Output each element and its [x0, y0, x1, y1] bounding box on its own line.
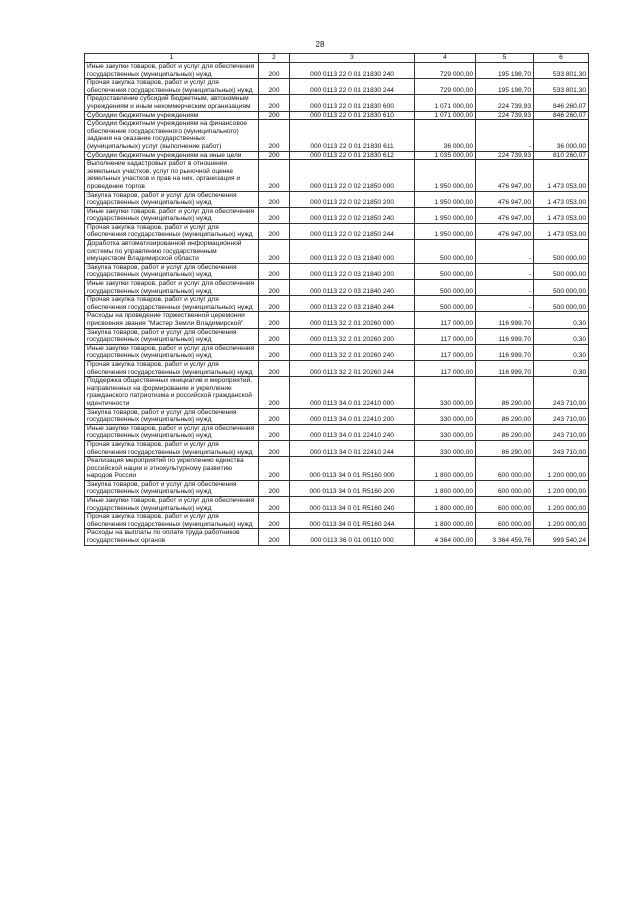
budget-execution-table — [84, 53, 589, 546]
row-unexecuted-amount: 1 473 053,00 — [534, 207, 589, 223]
row-executed-amount: - — [476, 263, 534, 279]
row-name: Прочая закупка товаров, работ и услуг для обеспечения государственных (муниципальных) нужд — [85, 223, 259, 239]
row-line-code: 200 — [259, 63, 290, 79]
row-unexecuted-amount: 500 000,00 — [534, 263, 589, 279]
row-unexecuted-amount: 846 260,07 — [534, 95, 589, 111]
row-name: Субсидии бюджетным учреждениям на иные цели — [85, 151, 259, 160]
table-row — [85, 79, 589, 95]
row-unexecuted-amount: 243 710,00 — [534, 408, 589, 424]
row-line-code: 200 — [259, 120, 290, 151]
row-executed-amount: 224 739,93 — [476, 95, 534, 111]
row-executed-amount: 116 999,70 — [476, 328, 534, 344]
row-executed-amount: 116 999,70 — [476, 360, 534, 376]
row-approved-amount: 117 000,00 — [415, 344, 476, 360]
row-line-code: 200 — [259, 296, 290, 312]
row-budget-code: 000 0113 34 0 01 22410 240 — [290, 424, 415, 440]
table-row — [85, 497, 589, 513]
row-executed-amount: 600 000,00 — [476, 457, 534, 481]
row-line-code: 200 — [259, 312, 290, 328]
row-line-code: 200 — [259, 328, 290, 344]
column-header-unexecuted: 6 — [534, 54, 589, 63]
table-row — [85, 111, 589, 120]
row-budget-code: 000 0113 22 0 03 21840 240 — [290, 280, 415, 296]
row-unexecuted-amount: 999 540,24 — [534, 529, 589, 545]
row-approved-amount: 1 800 000,00 — [415, 457, 476, 481]
row-name: Иные закупки товаров, работ и услуг для обеспечения государственных (муниципальных) нужд — [85, 344, 259, 360]
row-name: Поддержка общественных инициатив и мероприятий, направленных на формирование и укрепление гражданского патриотизма и российской гражданской идентичности — [85, 377, 259, 408]
table-row — [85, 424, 589, 440]
row-budget-code: 000 0113 34 0 01 22410 000 — [290, 377, 415, 408]
table-row — [85, 207, 589, 223]
row-unexecuted-amount: 500 000,00 — [534, 240, 589, 264]
row-approved-amount: 1 950 000,00 — [415, 160, 476, 191]
column-header-approved: 4 — [415, 54, 476, 63]
row-executed-amount: 86 290,00 — [476, 377, 534, 408]
row-unexecuted-amount: 500 000,00 — [534, 280, 589, 296]
row-executed-amount: - — [476, 120, 534, 151]
row-executed-amount: 476 947,00 — [476, 223, 534, 239]
row-budget-code: 000 0113 34 0 01 R5160 000 — [290, 457, 415, 481]
row-name: Иные закупки товаров, работ и услуг для обеспечения государственных (муниципальных) нужд — [85, 424, 259, 440]
row-executed-amount: 86 290,00 — [476, 440, 534, 456]
row-executed-amount: 476 947,00 — [476, 207, 534, 223]
row-approved-amount: 330 000,00 — [415, 440, 476, 456]
row-line-code: 200 — [259, 223, 290, 239]
column-header-name: 1 — [85, 54, 259, 63]
row-name: Доработка автоматизированной информационной системы по управлению государственным имуществом Владимирской области — [85, 240, 259, 264]
row-approved-amount: 1 800 000,00 — [415, 480, 476, 496]
row-budget-code: 000 0113 22 0 01 21830 244 — [290, 79, 415, 95]
row-line-code: 200 — [259, 280, 290, 296]
table-row — [85, 151, 589, 160]
table-row — [85, 513, 589, 529]
row-executed-amount: 86 290,00 — [476, 408, 534, 424]
row-budget-code: 000 0113 36 0 01 00110 000 — [290, 529, 415, 545]
row-budget-code: 000 0113 22 0 02 21850 000 — [290, 160, 415, 191]
table-row — [85, 95, 589, 111]
row-unexecuted-amount: 846 260,07 — [534, 111, 589, 120]
row-executed-amount: 600 000,00 — [476, 480, 534, 496]
table-row — [85, 480, 589, 496]
row-approved-amount: 117 000,00 — [415, 312, 476, 328]
row-line-code: 200 — [259, 191, 290, 207]
row-line-code: 200 — [259, 440, 290, 456]
row-approved-amount: 1 950 000,00 — [415, 191, 476, 207]
row-name: Субсидии бюджетным учреждениям — [85, 111, 259, 120]
table-row — [85, 280, 589, 296]
row-name: Расходы на проведение торжественной церемонии присвоения звания "Мастер Земли Владимирской" — [85, 312, 259, 328]
row-line-code: 200 — [259, 377, 290, 408]
row-approved-amount: 500 000,00 — [415, 240, 476, 264]
row-budget-code: 000 0113 22 0 03 21840 000 — [290, 240, 415, 264]
row-executed-amount: 195 198,70 — [476, 63, 534, 79]
row-executed-amount: 195 198,70 — [476, 79, 534, 95]
row-name: Расходы на выплаты по оплате труда работников государственных органов — [85, 529, 259, 545]
row-unexecuted-amount: 1 200 000,00 — [534, 457, 589, 481]
row-unexecuted-amount: 0,30 — [534, 344, 589, 360]
row-name: Иные закупки товаров, работ и услуг для обеспечения государственных (муниципальных) нужд — [85, 63, 259, 79]
row-name: Выполнение кадастровых работ в отношении земельных участков, услуг по рыночной оценке земельных участков и прав на них, организация и проведение торгов — [85, 160, 259, 191]
row-line-code: 200 — [259, 424, 290, 440]
row-executed-amount: 116 999,70 — [476, 312, 534, 328]
row-name: Закупка товаров, работ и услуг для обеспечения государственных (муниципальных) нужд — [85, 408, 259, 424]
row-unexecuted-amount: 533 801,30 — [534, 79, 589, 95]
row-approved-amount: 117 000,00 — [415, 360, 476, 376]
row-name: Закупка товаров, работ и услуг для обеспечения государственных (муниципальных) нужд — [85, 328, 259, 344]
row-approved-amount: 1 071 000,00 — [415, 111, 476, 120]
row-line-code: 200 — [259, 344, 290, 360]
row-name: Прочая закупка товаров, работ и услуг для обеспечения государственных (муниципальных) нужд — [85, 440, 259, 456]
row-unexecuted-amount: 1 200 000,00 — [534, 480, 589, 496]
row-unexecuted-amount: 243 710,00 — [534, 377, 589, 408]
row-unexecuted-amount: 0,30 — [534, 360, 589, 376]
row-budget-code: 000 0113 22 0 01 21830 610 — [290, 111, 415, 120]
row-executed-amount: 86 290,00 — [476, 424, 534, 440]
row-approved-amount: 330 000,00 — [415, 424, 476, 440]
row-line-code: 200 — [259, 497, 290, 513]
row-name: Закупка товаров, работ и услуг для обеспечения государственных (муниципальных) нужд — [85, 263, 259, 279]
table-row — [85, 360, 589, 376]
row-approved-amount: 1 035 000,00 — [415, 151, 476, 160]
table-row — [85, 440, 589, 456]
table-row — [85, 191, 589, 207]
row-line-code: 200 — [259, 111, 290, 120]
row-line-code: 200 — [259, 529, 290, 545]
row-budget-code: 000 0113 22 0 01 21830 240 — [290, 63, 415, 79]
row-executed-amount: - — [476, 240, 534, 264]
row-name: Прочая закупка товаров, работ и услуг для обеспечения государственных (муниципальных) нужд — [85, 296, 259, 312]
row-name: Иные закупки товаров, работ и услуг для обеспечения государственных (муниципальных) нужд — [85, 207, 259, 223]
row-line-code: 200 — [259, 79, 290, 95]
row-executed-amount: 116 999,70 — [476, 344, 534, 360]
row-unexecuted-amount: 810 260,07 — [534, 151, 589, 160]
row-executed-amount: - — [476, 280, 534, 296]
column-header-line-code: 2 — [259, 54, 290, 63]
row-name: Закупка товаров, работ и услуг для обеспечения государственных (муниципальных) нужд — [85, 480, 259, 496]
row-name: Прочая закупка товаров, работ и услуг для обеспечения государственных (муниципальных) нужд — [85, 513, 259, 529]
row-line-code: 200 — [259, 160, 290, 191]
row-budget-code: 000 0113 32 2 01 20260 200 — [290, 328, 415, 344]
row-approved-amount: 1 071 000,00 — [415, 95, 476, 111]
row-budget-code: 000 0113 32 2 01 20260 240 — [290, 344, 415, 360]
table-row — [85, 312, 589, 328]
row-name: Реализация мероприятий по укреплению единства российской нации и этнокультурному развитию народов России — [85, 457, 259, 481]
row-name: Иные закупки товаров, работ и услуг для обеспечения государственных (муниципальных) нужд — [85, 280, 259, 296]
row-executed-amount: - — [476, 296, 534, 312]
row-unexecuted-amount: 1 473 053,00 — [534, 191, 589, 207]
row-line-code: 200 — [259, 240, 290, 264]
row-unexecuted-amount: 533 801,30 — [534, 63, 589, 79]
row-unexecuted-amount: 1 473 053,00 — [534, 160, 589, 191]
row-name: Прочая закупка товаров, работ и услуг для обеспечения государственных (муниципальных) нужд — [85, 79, 259, 95]
row-budget-code: 000 0113 22 0 02 21850 240 — [290, 207, 415, 223]
row-unexecuted-amount: 1 200 000,00 — [534, 513, 589, 529]
row-line-code: 200 — [259, 360, 290, 376]
row-approved-amount: 1 800 000,00 — [415, 513, 476, 529]
table-row — [85, 408, 589, 424]
table-body — [85, 63, 589, 546]
row-approved-amount: 117 000,00 — [415, 328, 476, 344]
row-unexecuted-amount: 500 000,00 — [534, 296, 589, 312]
row-executed-amount: 476 947,00 — [476, 191, 534, 207]
table-row — [85, 377, 589, 408]
row-executed-amount: 224 739,93 — [476, 151, 534, 160]
row-line-code: 200 — [259, 151, 290, 160]
row-name: Иные закупки товаров, работ и услуг для обеспечения государственных (муниципальных) нужд — [85, 497, 259, 513]
row-unexecuted-amount: 1 200 000,00 — [534, 497, 589, 513]
row-name: Предоставление субсидий бюджетным, автономным учреждениям и иным некоммерческим организациям — [85, 95, 259, 111]
row-executed-amount: 600 000,00 — [476, 497, 534, 513]
table-row — [85, 529, 589, 545]
page-number: 28 — [315, 40, 325, 49]
row-executed-amount: 600 000,00 — [476, 513, 534, 529]
row-executed-amount: 476 947,00 — [476, 160, 534, 191]
row-approved-amount: 330 000,00 — [415, 377, 476, 408]
row-budget-code: 000 0113 22 0 02 21850 244 — [290, 223, 415, 239]
row-budget-code: 000 0113 34 0 01 22410 200 — [290, 408, 415, 424]
row-executed-amount: 3 364 459,76 — [476, 529, 534, 545]
row-line-code: 200 — [259, 207, 290, 223]
row-name: Субсидии бюджетным учреждениям на финансовое обеспечение государственного (муниципального) задания на оказание государственных (муниципальных) услуг (выполнение работ) — [85, 120, 259, 151]
row-executed-amount: 224 739,93 — [476, 111, 534, 120]
row-approved-amount: 500 000,00 — [415, 280, 476, 296]
row-budget-code: 000 0113 22 0 01 21830 611 — [290, 120, 415, 151]
row-approved-amount: 1 950 000,00 — [415, 207, 476, 223]
row-line-code: 200 — [259, 408, 290, 424]
row-name: Закупка товаров, работ и услуг для обеспечения государственных (муниципальных) нужд — [85, 191, 259, 207]
row-budget-code: 000 0113 22 0 02 21850 200 — [290, 191, 415, 207]
row-budget-code: 000 0113 32 2 01 20260 244 — [290, 360, 415, 376]
row-name: Прочая закупка товаров, работ и услуг для обеспечения государственных (муниципальных) нужд — [85, 360, 259, 376]
table-row — [85, 63, 589, 79]
table-row — [85, 328, 589, 344]
row-unexecuted-amount: 36 000,00 — [534, 120, 589, 151]
column-header-budget-code: 3 — [290, 54, 415, 63]
row-line-code: 200 — [259, 513, 290, 529]
row-line-code: 200 — [259, 263, 290, 279]
table-row — [85, 120, 589, 151]
table-row — [85, 457, 589, 481]
row-budget-code: 000 0113 34 0 01 R5160 244 — [290, 513, 415, 529]
row-line-code: 200 — [259, 457, 290, 481]
row-budget-code: 000 0113 22 0 01 21830 600 — [290, 95, 415, 111]
row-budget-code: 000 0113 32 2 01 20260 000 — [290, 312, 415, 328]
row-approved-amount: 500 000,00 — [415, 263, 476, 279]
table-row — [85, 296, 589, 312]
row-approved-amount: 4 364 000,00 — [415, 529, 476, 545]
row-budget-code: 000 0113 22 0 03 21840 200 — [290, 263, 415, 279]
row-approved-amount: 36 000,00 — [415, 120, 476, 151]
table-row — [85, 160, 589, 191]
row-budget-code: 000 0113 34 0 01 R5160 200 — [290, 480, 415, 496]
row-unexecuted-amount: 1 473 053,00 — [534, 223, 589, 239]
row-budget-code: 000 0113 22 0 01 21830 612 — [290, 151, 415, 160]
row-unexecuted-amount: 0,30 — [534, 328, 589, 344]
column-number-row — [85, 54, 589, 63]
row-line-code: 200 — [259, 95, 290, 111]
row-unexecuted-amount: 0,30 — [534, 312, 589, 328]
table-row — [85, 263, 589, 279]
row-approved-amount: 729 000,00 — [415, 79, 476, 95]
row-approved-amount: 500 000,00 — [415, 296, 476, 312]
row-approved-amount: 1 800 000,00 — [415, 497, 476, 513]
table-row — [85, 223, 589, 239]
row-approved-amount: 1 950 000,00 — [415, 223, 476, 239]
table-row — [85, 344, 589, 360]
row-budget-code: 000 0113 34 0 01 R5160 240 — [290, 497, 415, 513]
row-budget-code: 000 0113 34 0 01 22410 244 — [290, 440, 415, 456]
table-row — [85, 240, 589, 264]
column-header-executed: 5 — [476, 54, 534, 63]
row-budget-code: 000 0113 22 0 03 21840 244 — [290, 296, 415, 312]
row-approved-amount: 330 000,00 — [415, 408, 476, 424]
row-unexecuted-amount: 243 710,00 — [534, 424, 589, 440]
row-approved-amount: 729 000,00 — [415, 63, 476, 79]
row-unexecuted-amount: 243 710,00 — [534, 440, 589, 456]
row-line-code: 200 — [259, 480, 290, 496]
